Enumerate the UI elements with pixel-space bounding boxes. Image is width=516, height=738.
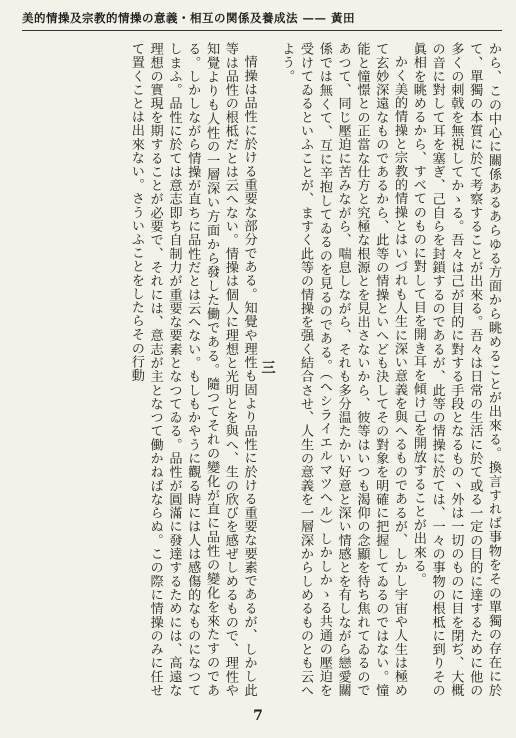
paragraph: かく美的情操と宗教的情操とはいづれも人生に深い意義を與へるものであるが、しかし宇宙や人生は極めて玄妙深遠なものであるから、此等の情操といへども決してその對象を明確に把握してゐるのではない。憧能と憧憬との正當な仕方と究極な根源とを見出さないから、彼等はいつも渴仰の念顯を待ち焦れてゐるのであつて、同じ壓迫に苦みながら、喘息しながら、それも多分温たかい好意と深い情感とを有しながら戀愛關係では無くて、互に辛抱してゐるのを見るのである。（ヘシライエルマツヘル）しかしかゝる共通の壓迫を受けてゐるといふことが、ますく此等の情操を强く結合させ、人生の意義を一層深からしめるものとも云へよう。 [279, 42, 408, 697]
header-rule [22, 30, 502, 31]
body-text [30, 42, 502, 697]
page-number: 7 [253, 708, 263, 724]
section-number: 三 [259, 359, 276, 380]
paragraph: から、この中心に關係あるあらゆる方面から眺めることが出來る。換言すれば事物をその單獨の存在に於て、單獨の本質に於て考察することが出來る。吾々は日常の生活に於て或る一定の目的に達するために他の多くの刺戟を無視してかゝる。吾々は己が目的に對する手段となるもの丶外は一切のものに目を閉ぢ、大概の音に對して耳を塞ぎ、己自らを封鎖するのであるが、此等の情操に於ては、一々の事物の根柢に到りその眞相を眺めるから、すべてのものに對して目を開き耳を傾け己を開放することが出來る。 [410, 42, 501, 697]
paragraph: 情操は品性に於ける重要な部分である。知覺や理性も固より品性に於ける重要な要素であるが、しかし此等は品性の根柢だとは云へない。情操は個人に理想と光明とを與へ、生の欣びを感ぜしめるもので、理性や知覺よりも人性の一層深い方面から發した働である。隨つてそれの變化が直に品性の變化を來たすのである。しかしながら情操が直ちに品性だとは云へない。もしもかやうに觀る時には人は感傷的なものになつてしまふ。品性に於ては意志即ち自制力が重要な要素となつてゐる。品性が圓滿に發達するためには、高遠な理想の實現を期することが必要で、それには、意志が主となつて働かねばならぬ。この際に情操のみに任せて置くことは出來ない。さういふことをしたらその行動 [128, 42, 257, 697]
running-header: 美的情操及宗教的情操の意義・相互の関係及養成法 —— 黃田 [22, 11, 356, 25]
